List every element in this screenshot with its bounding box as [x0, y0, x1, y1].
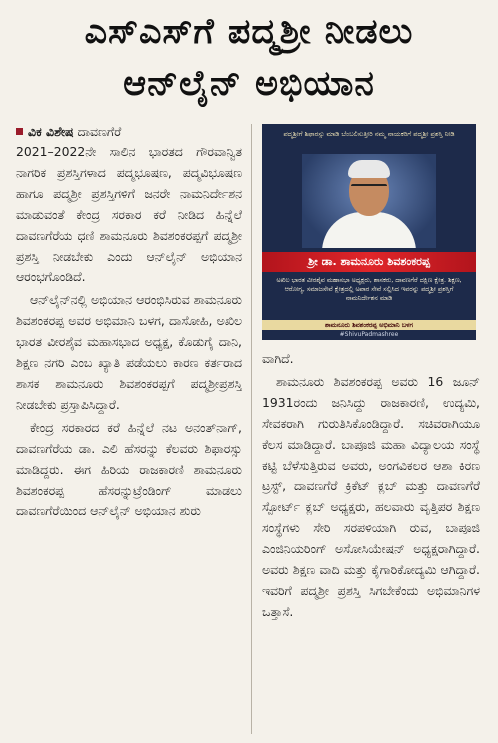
poster-top-text: ಪದ್ಮಶ್ರೀಗೆ ಶಿಫಾರಸ್ಸು ಮಾಡಿ ಬೆಂಬಲಿಸುತ್ತೀರಿ ನಮ್ಮ ನಾಯಕರಿಗೆ ಪದ್ಮಶ್ರೀ ಪ್ರಶಸ್ತಿ ನೀಡಿ [283, 130, 455, 138]
bullet-square-icon [16, 128, 23, 135]
article-paragraph: ಕೇಂದ್ರ ಸರಕಾರದ ಕರೆ ಹಿನ್ನೆಲೆ ನಟ ಅನಂತ್‌ನಾಗ್, ದಾವಣಗೆರೆಯ ಡಾ. ಎಲಿ ಹೆಸರನ್ನು ಕೆಲವರು ಶಿಫಾರಸ್ಸು ಮಾಡಿದ್ದರು. ಈಗ ಹಿರಿಯ ರಾಜಕಾರಣಿ ಶಾಮನೂರು ಶಿವಶಂಕರಪ್ಪ ಹೆಸರನ್ನುಟ್ರೆಂಡಿಂಗ್ ಮಾಡಲು ದಾವಣಗೆರೆಯಿಂದ ಆನ್‌ಲೈನ್ ಅಭಿಯಾನ ಶುರು [16, 419, 242, 519]
column-divider [251, 124, 252, 734]
poster-fan-club: ಶಾಮನೂರು ಶಿವಶಂಕರಪ್ಪ ಅಭಿಮಾನಿ ಬಳಗ [262, 320, 476, 330]
article-paragraph: ಆನ್‌ಲೈನ್‌ನಲ್ಲಿ ಅಭಿಯಾನ ಆರಂಭಿಸಿರುವ ಶಾಮನೂರು ಶಿವಶಂಕರಪ್ಪ ಅವರ ಅಭಿಮಾನಿ ಬಳಗ, ದಾಸೋಹಿ, ಅಖಿಲ ಭಾರತ ವೀರಶೈವ ಮಹಾಸಭಾದ ಅಧ್ಯಕ್ಷ, ಕೊಡುಗೈ ದಾನಿ, ಶಿಕ್ಷಣ ನಗರಿ ಎಂಬ ಖ್ಯಾತಿ ಪಡೆಯಲು ಕಾರಣ ಕರ್ತರಾದ ಶಾಸಕ ಶಾಮನೂರು ಶಿವಶಂಕರಪ್ಪಗೆ ಪದ್ಮಶ್ರೀಪ್ರಶಸ್ತಿ ನೀಡಬೇಕು ಪ್ರಸ್ತಾಪಿಸಿದ್ದಾರೆ. [16, 292, 242, 412]
headline [6, 6, 492, 122]
campaign-poster [262, 124, 476, 340]
article-paragraph: ಶಾಮನೂರು ಶಿವಶಂಕರಪ್ಪ ಅವರು 16 ಜೂನ್ 1931ರಂದು ಜನಿಸಿದ್ದು ರಾಜಕಾರಣಿ, ಉದ್ಯಮಿ, ಸೇವಕರಾಗಿ ಗುರುತಿಸಿಕೊಂಡಿದ್ದಾರೆ. ಸಚಿವರಾಗಿಯೂ ಕೆಲಸ ಮಾಡಿದ್ದಾರೆ. ಬಾಪೂಜಿ ಮಹಾ ವಿದ್ಯಾಲಯ ಸಂಸ್ಥೆ ಕಟ್ಟಿ ಬೆಳೆಸುತ್ತಿರುವ ಅವರು, ಅಂಗವಿಕಲರ ಆಶಾ ಕಿರಣ ಟ್ರಸ್ಟ್, ದಾವಣಗೆರೆ ಕ್ರಿಕೆಟ್ ಕ್ಲಬ್ ಮತ್ತು ದಾವಣಗೆರೆ ಸ್ಪೋರ್ಟ್ ಕ್ಲಬ್ ಅಧ್ಯಕ್ಷರು, ಹಲವಾರು ವೃತ್ತಿಪರ ಶಿಕ್ಷಣ ಸಂಸ್ಥೆಗಳು ಸೇರಿ ಸರಪಳಿಯಾಗಿ ರುವ, ಬಾಪೂಜಿ ಎಂಜಿನಿಯರಿಂಗ್ ಅಸೋಸಿಯೇಷನ್ ಅಧ್ಯಕ್ಷರಾಗಿದ್ದಾರೆ. ಅವರು ಶಿಕ್ಷಣ ವಾದಿ ಮತ್ತು ಕೈಗಾರಿಕೋದ್ಯಮಿ ಆಗಿದ್ದಾರೆ. ಇವರಿಗೆ ಪದ್ಮಶ್ರೀ ಪ್ರಶಸ್ತಿ ಸಿಗಬೇಕೆಂದು ಅಭಿಮಾನಿಗಳ ಒತ್ತಾಸೆ. [262, 373, 480, 619]
article-paragraph: 2021–2022ನೇ ಸಾಲಿನ ಭಾರತದ ಗೌರವಾನ್ವಿತ ನಾಗರಿಕ ಪ್ರಶಸ್ತಿಗಳಾದ ಪದ್ಮಭೂಷಣ, ಪದ್ಮವಿಭೂಷಣ ಹಾಗೂ ಪದ್ಮಶ್ರೀ ಪ್ರಶಸ್ತಿಗಳಿಗೆ ಜನರೇ ನಾಮನಿರ್ದೇಶನ ಮಾಡುವಂತೆ ಕೇಂದ್ರ ಸರಕಾರ ಕರೆ ನೀಡಿದ ಹಿನ್ನೆಲೆ ದಾವಣಗೆರೆಯ ಧಣಿ ಶಾಮನೂರು ಶಿವಶಂಕರಪ್ಪಗೆ ಪದ್ಮಶ್ರೀ ಪ್ರಶಸ್ತಿ ನೀಡಬೇಕು ಎಂದು ಆನ್‌ಲೈನ್ ಅಭಿಯಾನ ಆರಂಭಗೊಂಡಿದೆ. [16, 144, 242, 285]
poster-name-ribbon: ಶ್ರೀ ಡಾ. ಶಾಮನೂರು ಶಿವಶಂಕರಪ್ಪ [262, 252, 476, 272]
byline-place: ದಾವಣಗೆರೆ [77, 124, 122, 139]
article-column-right [262, 349, 480, 734]
headline-line-1: ಎಸ್‌ಎಸ್‌ಗೆ ಪದ್ಮಶ್ರೀ ನೀಡಲು [84, 12, 414, 52]
poster-hashtag: #ShivuPadmashree [339, 331, 399, 338]
byline [16, 122, 121, 142]
article-column-left [16, 142, 242, 734]
portrait-photo [302, 154, 436, 248]
byline-author: ವಿಕ ವಿಶೇಷ [28, 124, 74, 139]
headline-line-2: ಆನ್‌ಲೈನ್ ಅಭಿಯಾನ [123, 64, 375, 104]
poster-description: ಅಖಿಲ ಭಾರತ ವೀರಶೈವ ಮಹಾಸಭಾ ಅಧ್ಯಕ್ಷರು, ಶಾಸಕರು, ದಾವಣಗೆರೆ ದಕ್ಷಿಣ ಕ್ಷೇತ್ರ. ಶಿಕ್ಷಣ, ಆರೋಗ್ಯ, ಸಮಾಜಸೇವೆ ಕ್ಷೇತ್ರದಲ್ಲಿ ಅಪಾರ ಸೇವೆ ಸಲ್ಲಿಸಿದ ಇವರನ್ನು ಪದ್ಮಶ್ರೀ ಪ್ರಶಸ್ತಿಗೆ ನಾಮನಿರ್ದೇಶನ ಮಾಡಿ [276, 276, 462, 303]
article-paragraph: ವಾಗಿದೆ. [262, 351, 294, 366]
